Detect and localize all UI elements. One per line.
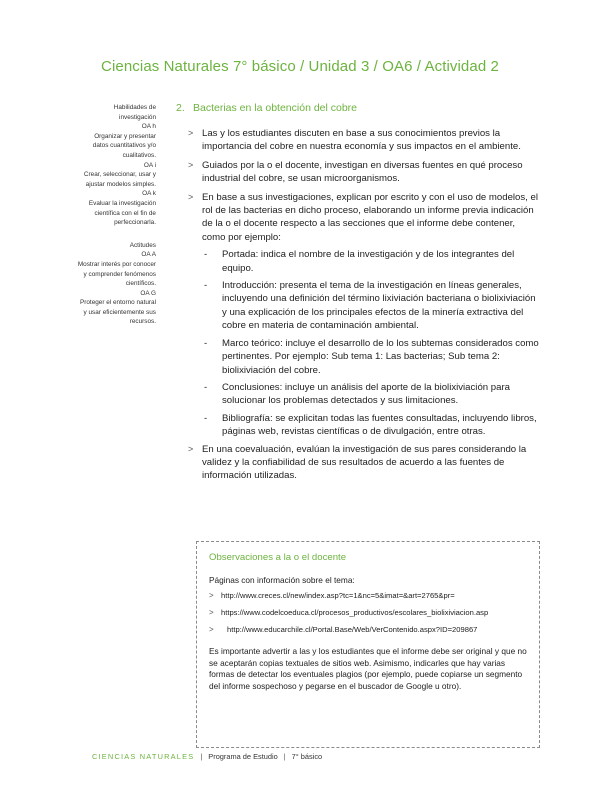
sidebar-line: datos cuantitativos y/o — [92, 142, 156, 150]
dash-marker: - — [204, 249, 208, 261]
sidebar-line: ajustar modelos simples. — [85, 180, 156, 188]
sidebar-line: OA A — [141, 251, 156, 259]
sidebar-line: científica con el fin de — [94, 209, 156, 217]
sidebar-line: Organizar y presentar — [94, 132, 156, 140]
footer-separator: | — [283, 752, 286, 761]
bullet-text: En una coevaluación, evalúan la investigación de sus pares considerando la validez y la confiabilidad de sus resultados de acuerdo a las fuentes de información utilizadas. — [202, 443, 527, 482]
observations-note: Es importante advertir a las y los estudiantes que el informe debe ser original y que no se aceptarán copias textuales de sitios web. Asimismo, indicarles que hay varias formas de detectar los eventuales plagios (por ejemplo, puede copiarse un segmento del informe sospechoso y pegarse en el buscador de Google u otro). — [209, 646, 527, 691]
observations-box — [196, 541, 540, 748]
bullet-text: Las y los estudiantes discuten en base a sus conocimientos previos la importancia del cobre en nuestra economía y sus impactos en el ambiente. — [202, 128, 521, 153]
sidebar-line: científicos. — [125, 280, 156, 288]
dash-marker: - — [204, 280, 208, 292]
dash-marker: - — [204, 381, 208, 393]
sub-item-marco-teorico — [188, 337, 540, 377]
chevron-right-icon: > — [188, 191, 194, 202]
sidebar-line: Evaluar la investigación — [88, 199, 156, 207]
sidebar-objectives — [60, 103, 156, 327]
sidebar-line: Mostrar interés por conocer — [77, 260, 156, 268]
chevron-right-icon: > — [188, 443, 194, 454]
sidebar-line: Actitudes — [129, 241, 156, 249]
page-footer — [92, 752, 322, 761]
sub-item-conclusiones — [188, 381, 540, 408]
reference-link-codelco[interactable] — [209, 607, 527, 619]
sub-item-text: Bibliografía: se explicitan todas las fuentes consultadas, incluyendo libros, páginas web, revistas científicas o de divulgación, entre otras. — [222, 412, 537, 438]
footer-program: Programa de Estudio — [208, 752, 278, 761]
sidebar-line: Proteger el entorno natural — [79, 299, 156, 307]
sidebar-line: y usar eficientemente sus — [83, 308, 156, 316]
footer-grade: 7° básico — [291, 752, 323, 761]
sub-item-text: Conclusiones: incluye un análisis del aporte de la biolixiviación para solucionar los problemas detectados y sus limitaciones. — [222, 381, 510, 407]
chevron-right-icon: > — [188, 128, 194, 138]
sidebar-line: Habilidades de — [113, 104, 156, 111]
sub-item-introduccion — [188, 279, 540, 333]
sidebar-line: perfeccionarla. — [114, 219, 156, 227]
bullet-item — [188, 191, 540, 245]
section-title-text: Bacterias en la obtención del cobre — [193, 102, 358, 114]
sidebar-line: OA G — [140, 289, 156, 297]
reference-link-educarchile[interactable] — [209, 624, 527, 636]
link-text[interactable]: https://www.codelcoeduca.cl/procesos_productivos/escolares_biolixiviacion.asp — [221, 608, 489, 617]
link-text[interactable]: http://www.educarchile.cl/Portal.Base/Web/VerContenido.aspx?ID=209867 — [227, 625, 478, 634]
bullet-item — [188, 127, 540, 154]
page-title: Ciencias Naturales 7° básico / Unidad 3 / OA6 / Actividad 2 — [101, 58, 499, 75]
sub-item-bibliografia — [188, 412, 540, 439]
activity-content — [188, 127, 540, 488]
chevron-right-icon: > — [209, 608, 214, 617]
sub-item-text: Introducción: presenta el tema de la investigación en líneas generales, incluyendo una definición del término lixiviación bacteriana o biolixiviación y una explicación de los principales efectos de la minería extractiva del cobre en materia de contaminación ambiental. — [222, 280, 536, 332]
sub-item-text: Portada: indica el nombre de la investigación y de los integrantes del equipo. — [222, 249, 515, 274]
section-heading — [176, 102, 357, 114]
sidebar-line: OA h — [141, 123, 156, 131]
observations-intro: Páginas con información sobre el tema: — [209, 575, 355, 585]
sidebar-line: cualitativos. — [122, 151, 156, 159]
sidebar-line: y comprender fenómenos — [83, 270, 156, 278]
bullet-text: En base a sus investigaciones, explican por escrito y con el uso de modelos, el rol de las bacterias en dicho proceso, elaborando un informe previa indicación de la o el docente respecto a las secciones que el informe debe contener, como por ejemplo: — [202, 191, 538, 243]
section-number: 2. — [176, 102, 185, 114]
footer-brand: CIENCIAS NATURALES — [92, 752, 195, 761]
bullet-item — [188, 443, 540, 483]
bullet-item — [188, 159, 540, 186]
dash-marker: - — [204, 337, 208, 349]
sidebar-line: OA i — [143, 161, 156, 169]
sidebar-line: investigación — [119, 113, 156, 121]
bullet-text: Guiados por la o el docente, investigan en diversas fuentes en qué proceso industrial del cobre, se usan microorganismos. — [202, 159, 523, 185]
footer-separator: | — [200, 752, 203, 761]
dash-marker: - — [204, 412, 208, 424]
chevron-right-icon: > — [209, 591, 214, 600]
sidebar-line: OA k — [142, 190, 156, 198]
reference-link-creces[interactable] — [209, 590, 527, 602]
chevron-right-icon: > — [188, 159, 194, 170]
sidebar-line: recursos. — [129, 318, 156, 326]
chevron-right-icon: > — [209, 625, 214, 634]
sub-item-portada — [188, 248, 540, 275]
sub-item-text: Marco teórico: incluye el desarrollo de lo los subtemas considerados como pertinentes. Por ejemplo: Sub tema 1: Las bacterias; Sub tema 2: biolixiviación del cobre. — [222, 337, 539, 376]
link-text[interactable]: http://www.creces.cl/new/index.asp?tc=1&nc=5&imat=&art=2765&pr= — [221, 591, 455, 600]
observations-title: Observaciones a la o el docente — [209, 552, 347, 563]
sidebar-line: Crear, seleccionar, usar y — [83, 171, 156, 179]
